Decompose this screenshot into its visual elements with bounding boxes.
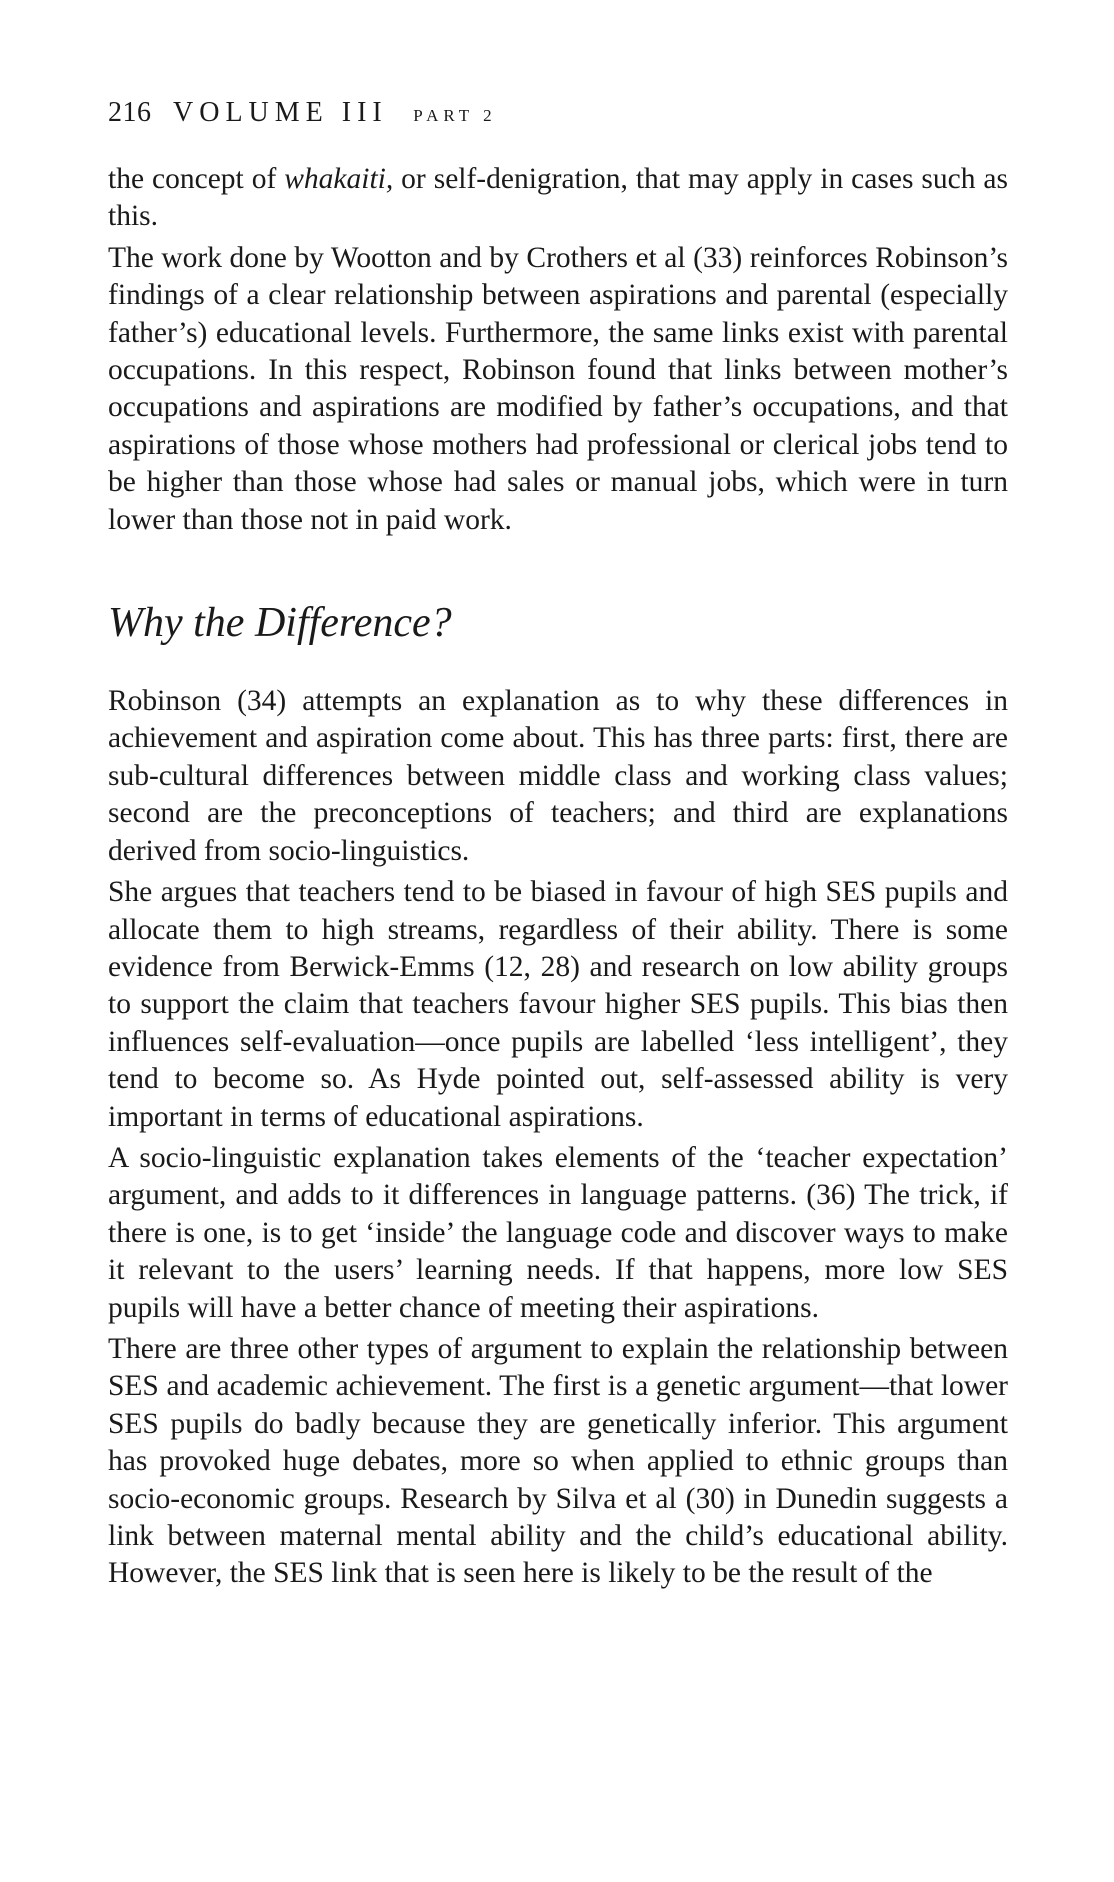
paragraph: The work done by Wootton and by Crothers et al (33) reinforces Robinson’s findings of a clear relationship between aspirations and parental (especially father’s) educational levels. Furthermore, the same links exist with parental occupations. In this respect, Robinson found that links between mother’s occupations and aspirations are modified by father’s occupations, and that aspirations of those whose mothers had professional or clerical jobs tend to be higher than those whose had sales or manual jobs, which were in turn lower than those not in paid work. [108,241,1008,536]
section-continuation [108,161,1008,539]
paragraph [108,161,1008,236]
paragraph: Robinson (34) attempts an explanation as to why these differences in achievement and aspiration come about. This has three parts: first, there are sub-cultural differences between middle class and working class values; second are the preconceptions of teachers; and third are explanations derived from socio-linguistics. [108,685,1008,867]
paragraph-text: the concept of [108,163,285,195]
book-page [108,96,1008,1593]
page-number: 216 [108,97,152,128]
section-body [108,683,1008,1593]
section-heading: Why the Difference? [108,600,452,647]
maori-term: whakaiti, [284,163,394,195]
paragraph-text: or self-denigration, that may apply in cases such as this. [108,163,1008,233]
volume-label: VOLUME III [173,97,388,128]
paragraph: There are three other types of argument to explain the relationship between SES and academic achievement. The first is a genetic argument—that lower SES pupils do badly because they are genetically inferior. This argument has provoked huge debates, more so when applied to ethnic groups than socio-economic groups. Research by Silva et al (30) in Dunedin suggests a link between maternal mental ability and the child’s educational ability. However, the SES link that is seen here is likely to be the result of the [108,1332,1008,1590]
running-head [108,96,1008,133]
paragraph: A socio-linguistic explanation takes elements of the ‘teacher expectation’ argument, and adds to it differences in language patterns. (36) The trick, if there is one, is to get ‘inside’ the language code and discover ways to make it relevant to the users’ learning needs. If that happens, more low SES pupils will have a better chance of meeting their aspirations. [108,1141,1008,1324]
part-label: PART 2 [413,106,497,125]
paragraph: She argues that teachers tend to be biased in favour of high SES pupils and allocate them to high streams, regardless of their ability. There is some evidence from Berwick-Emms (12, 28) and research on low ability groups to support the claim that teachers favour higher SES pupils. This bias then influences self-evaluation—once pupils are labelled ‘less intelligent’, they tend to become so. As Hyde pointed out, self-assessed ability is very important in terms of educational aspirations. [108,876,1008,1133]
